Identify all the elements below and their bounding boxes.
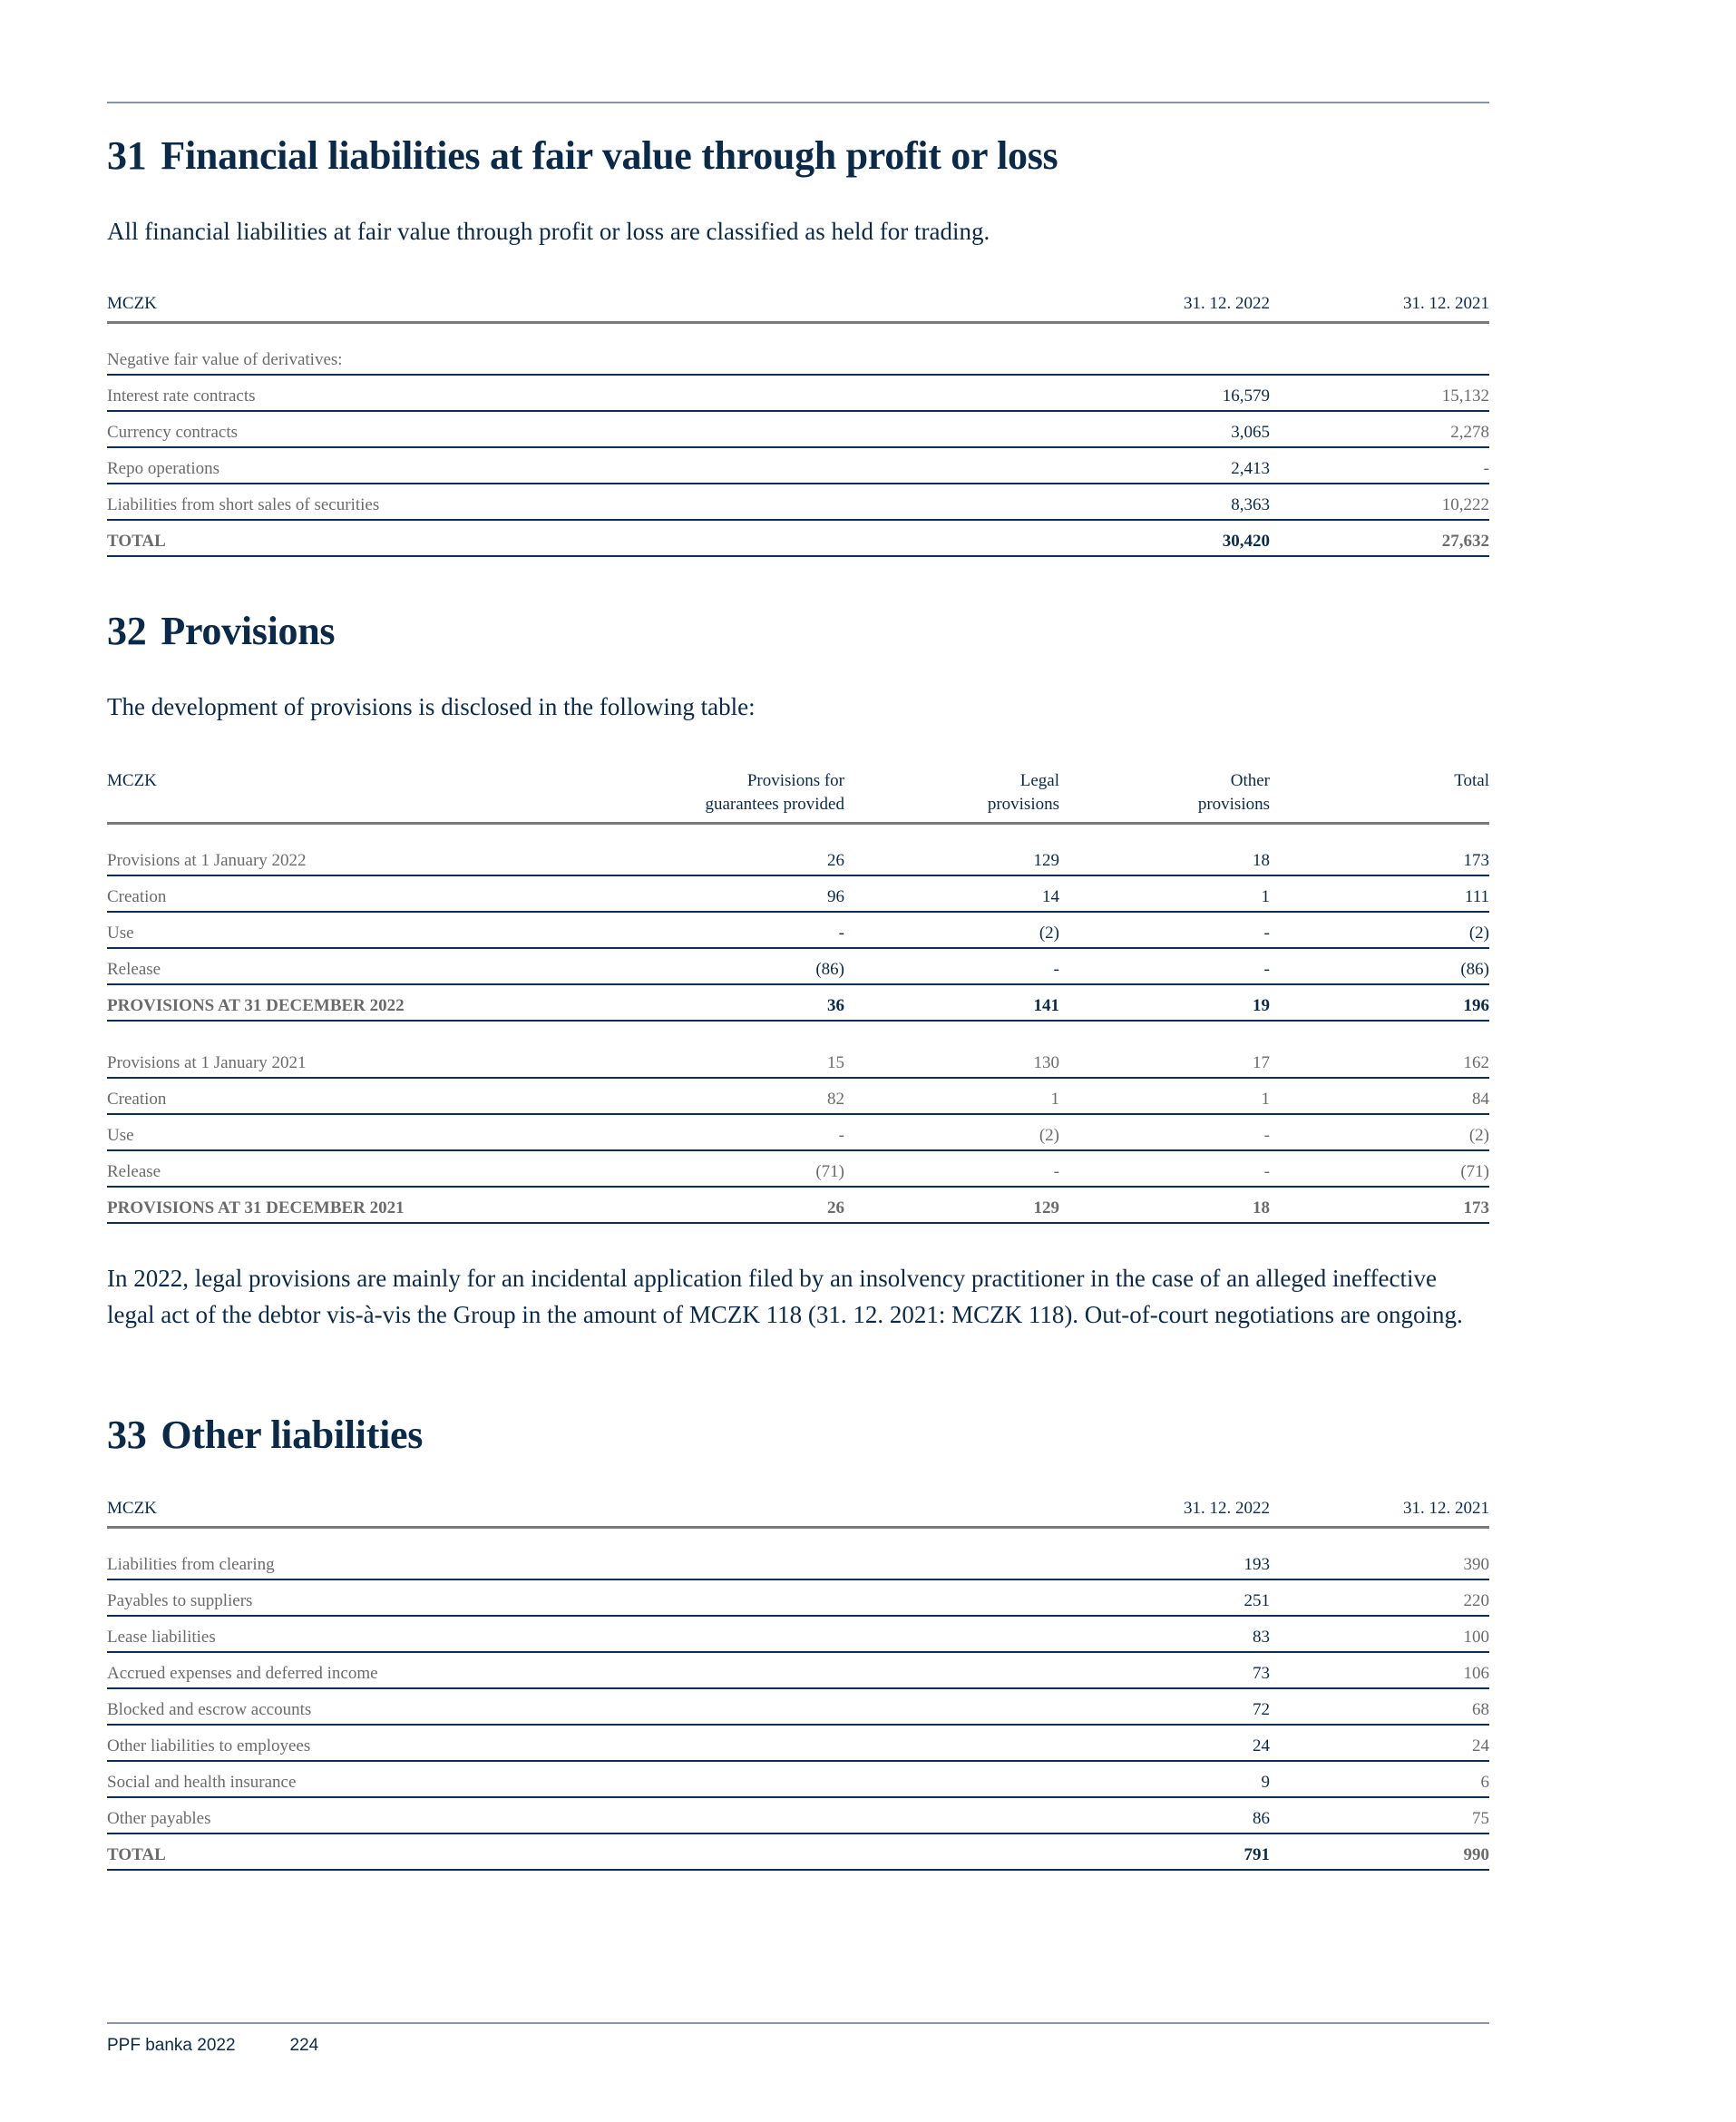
value-2022: 83 bbox=[1059, 1616, 1270, 1652]
section-32-heading bbox=[107, 608, 335, 654]
total-2022: 30,420 bbox=[1059, 520, 1270, 556]
table-header-row bbox=[107, 769, 1489, 824]
total-label: TOTAL bbox=[107, 520, 1059, 556]
value-guarantees: 96 bbox=[635, 875, 844, 912]
table-row bbox=[107, 1078, 1489, 1114]
value-other: - bbox=[1059, 1150, 1270, 1187]
table-total-row bbox=[107, 1834, 1489, 1870]
value-legal: 14 bbox=[844, 875, 1059, 912]
column-header: 31. 12. 2022 bbox=[1059, 292, 1270, 323]
table-row bbox=[107, 912, 1489, 948]
table-total-row bbox=[107, 520, 1489, 556]
table-row bbox=[107, 484, 1489, 520]
total-guarantees: 26 bbox=[635, 1187, 844, 1223]
value-other: - bbox=[1059, 912, 1270, 948]
other-liabilities-table bbox=[107, 1497, 1489, 1871]
table-group-row bbox=[107, 339, 1489, 375]
section-31-intro: All financial liabilities at fair value through profit or loss are classified as held for trading. bbox=[107, 218, 990, 245]
value-2021: 75 bbox=[1270, 1797, 1489, 1834]
table-row bbox=[107, 1114, 1489, 1150]
value-2022: 251 bbox=[1059, 1579, 1270, 1616]
row-label: Social and health insurance bbox=[107, 1761, 1059, 1797]
row-label: Other payables bbox=[107, 1797, 1059, 1834]
value-legal: 130 bbox=[844, 1042, 1059, 1078]
value-guarantees: 15 bbox=[635, 1042, 844, 1078]
table-row bbox=[107, 1042, 1489, 1078]
value-guarantees: 82 bbox=[635, 1078, 844, 1114]
section-number: 32 bbox=[107, 609, 147, 653]
row-label: Blocked and escrow accounts bbox=[107, 1688, 1059, 1725]
row-label: Interest rate contracts bbox=[107, 375, 1059, 411]
value-2022: 72 bbox=[1059, 1688, 1270, 1725]
section-title: Provisions bbox=[161, 609, 336, 653]
page-footer bbox=[107, 2036, 318, 2056]
value-2022: 73 bbox=[1059, 1652, 1270, 1688]
column-header: Provisions for guarantees provided bbox=[635, 769, 844, 824]
value-other: 1 bbox=[1059, 875, 1270, 912]
value-2021: - bbox=[1270, 447, 1489, 484]
row-label: Currency contracts bbox=[107, 411, 1059, 447]
value-2022: 193 bbox=[1059, 1544, 1270, 1579]
section-number: 31 bbox=[107, 133, 147, 178]
table-total-row bbox=[107, 1187, 1489, 1223]
column-header: 31. 12. 2021 bbox=[1270, 292, 1489, 323]
table-row bbox=[107, 1616, 1489, 1652]
row-label: Provisions at 1 January 2022 bbox=[107, 840, 635, 875]
column-header: MCZK bbox=[107, 292, 1059, 323]
row-label: Use bbox=[107, 1114, 635, 1150]
total-legal: 129 bbox=[844, 1187, 1059, 1223]
value-total: 162 bbox=[1270, 1042, 1489, 1078]
value-2021: 68 bbox=[1270, 1688, 1489, 1725]
column-header: 31. 12. 2022 bbox=[1059, 1497, 1270, 1528]
value-total: 173 bbox=[1270, 840, 1489, 875]
row-label: Release bbox=[107, 1150, 635, 1187]
value-2022: 16,579 bbox=[1059, 375, 1270, 411]
value-total: (86) bbox=[1270, 948, 1489, 984]
group-label: Negative fair value of derivatives: bbox=[107, 339, 1059, 375]
table-row bbox=[107, 375, 1489, 411]
value-total: 84 bbox=[1270, 1078, 1489, 1114]
value-2022: 8,363 bbox=[1059, 484, 1270, 520]
total-2021: 990 bbox=[1270, 1834, 1489, 1870]
table-row bbox=[107, 840, 1489, 875]
section-32-intro: The development of provisions is disclosed in the following table: bbox=[107, 693, 756, 720]
column-header: Total bbox=[1270, 769, 1489, 824]
column-header: MCZK bbox=[107, 1497, 1059, 1528]
table-row bbox=[107, 1150, 1489, 1187]
total-label: PROVISIONS AT 31 DECEMBER 2022 bbox=[107, 984, 635, 1021]
table-row bbox=[107, 411, 1489, 447]
row-label: Payables to suppliers bbox=[107, 1579, 1059, 1616]
row-label: Release bbox=[107, 948, 635, 984]
section-31-heading bbox=[107, 132, 1058, 179]
table-row bbox=[107, 1579, 1489, 1616]
footer-divider bbox=[107, 2022, 1489, 2024]
value-total: (71) bbox=[1270, 1150, 1489, 1187]
row-label: Provisions at 1 January 2021 bbox=[107, 1042, 635, 1078]
value-2022: 9 bbox=[1059, 1761, 1270, 1797]
value-other: 17 bbox=[1059, 1042, 1270, 1078]
value-guarantees: - bbox=[635, 912, 844, 948]
value-2021: 24 bbox=[1270, 1725, 1489, 1761]
total-label: TOTAL bbox=[107, 1834, 1059, 1870]
value-other: 1 bbox=[1059, 1078, 1270, 1114]
table-row bbox=[107, 1544, 1489, 1579]
row-label: Repo operations bbox=[107, 447, 1059, 484]
column-header: Legal provisions bbox=[844, 769, 1059, 824]
value-total: (2) bbox=[1270, 1114, 1489, 1150]
column-header: 31. 12. 2021 bbox=[1270, 1497, 1489, 1528]
table-row bbox=[107, 1652, 1489, 1688]
value-2022: 86 bbox=[1059, 1797, 1270, 1834]
table-row bbox=[107, 447, 1489, 484]
value-total: 111 bbox=[1270, 875, 1489, 912]
table-row bbox=[107, 1725, 1489, 1761]
total-other: 19 bbox=[1059, 984, 1270, 1021]
value-guarantees: - bbox=[635, 1114, 844, 1150]
total-total: 173 bbox=[1270, 1187, 1489, 1223]
provisions-note: In 2022, legal provisions are mainly for an incidental application filed by an insolvency practitioner in the case of an alleged ineffective legal act of the debtor vis-à-vis the Group in the amount of MCZK 118 (31. 12. 2021: MCZK 118). Out-of-court negotiations are ongoing. bbox=[107, 1265, 1463, 1328]
total-2022: 791 bbox=[1059, 1834, 1270, 1870]
top-divider bbox=[107, 102, 1489, 103]
section-33-heading bbox=[107, 1412, 423, 1458]
page-number: 224 bbox=[289, 2036, 319, 2055]
value-other: - bbox=[1059, 1114, 1270, 1150]
row-label: Creation bbox=[107, 875, 635, 912]
value-2021: 106 bbox=[1270, 1652, 1489, 1688]
value-2022: 24 bbox=[1059, 1725, 1270, 1761]
value-guarantees: (86) bbox=[635, 948, 844, 984]
value-2021: 2,278 bbox=[1270, 411, 1489, 447]
row-label: Accrued expenses and deferred income bbox=[107, 1652, 1059, 1688]
total-total: 196 bbox=[1270, 984, 1489, 1021]
value-legal: (2) bbox=[844, 912, 1059, 948]
publication-name: PPF banka 2022 bbox=[107, 2036, 236, 2055]
table-row bbox=[107, 1797, 1489, 1834]
total-2021: 27,632 bbox=[1270, 520, 1489, 556]
value-total: (2) bbox=[1270, 912, 1489, 948]
value-2021: 100 bbox=[1270, 1616, 1489, 1652]
value-2021: 390 bbox=[1270, 1544, 1489, 1579]
section-title: Other liabilities bbox=[161, 1413, 424, 1457]
value-legal: 1 bbox=[844, 1078, 1059, 1114]
row-label: Creation bbox=[107, 1078, 635, 1114]
row-label: Lease liabilities bbox=[107, 1616, 1059, 1652]
value-other: 18 bbox=[1059, 840, 1270, 875]
value-legal: - bbox=[844, 1150, 1059, 1187]
column-header: MCZK bbox=[107, 769, 635, 824]
total-legal: 141 bbox=[844, 984, 1059, 1021]
total-guarantees: 36 bbox=[635, 984, 844, 1021]
provisions-table bbox=[107, 769, 1489, 1224]
value-2022: 2,413 bbox=[1059, 447, 1270, 484]
value-legal: (2) bbox=[844, 1114, 1059, 1150]
total-other: 18 bbox=[1059, 1187, 1270, 1223]
row-label: Liabilities from short sales of securities bbox=[107, 484, 1059, 520]
value-2021: 15,132 bbox=[1270, 375, 1489, 411]
table-total-row bbox=[107, 984, 1489, 1021]
table-row bbox=[107, 1688, 1489, 1725]
row-label: Liabilities from clearing bbox=[107, 1544, 1059, 1579]
row-label: Other liabilities to employees bbox=[107, 1725, 1059, 1761]
value-2021: 6 bbox=[1270, 1761, 1489, 1797]
value-legal: - bbox=[844, 948, 1059, 984]
value-2021: 10,222 bbox=[1270, 484, 1489, 520]
value-2021: 220 bbox=[1270, 1579, 1489, 1616]
fvtpl-liabilities-table bbox=[107, 292, 1489, 557]
value-legal: 129 bbox=[844, 840, 1059, 875]
table-row bbox=[107, 1761, 1489, 1797]
value-2022: 3,065 bbox=[1059, 411, 1270, 447]
table-row bbox=[107, 948, 1489, 984]
section-title: Financial liabilities at fair value through profit or loss bbox=[161, 133, 1058, 178]
column-header: Other provisions bbox=[1059, 769, 1270, 824]
value-guarantees: (71) bbox=[635, 1150, 844, 1187]
total-label: PROVISIONS AT 31 DECEMBER 2021 bbox=[107, 1187, 635, 1223]
table-row bbox=[107, 875, 1489, 912]
table-header-row bbox=[107, 1497, 1489, 1528]
table-header-row bbox=[107, 292, 1489, 323]
section-number: 33 bbox=[107, 1413, 147, 1457]
value-other: - bbox=[1059, 948, 1270, 984]
value-guarantees: 26 bbox=[635, 840, 844, 875]
row-label: Use bbox=[107, 912, 635, 948]
